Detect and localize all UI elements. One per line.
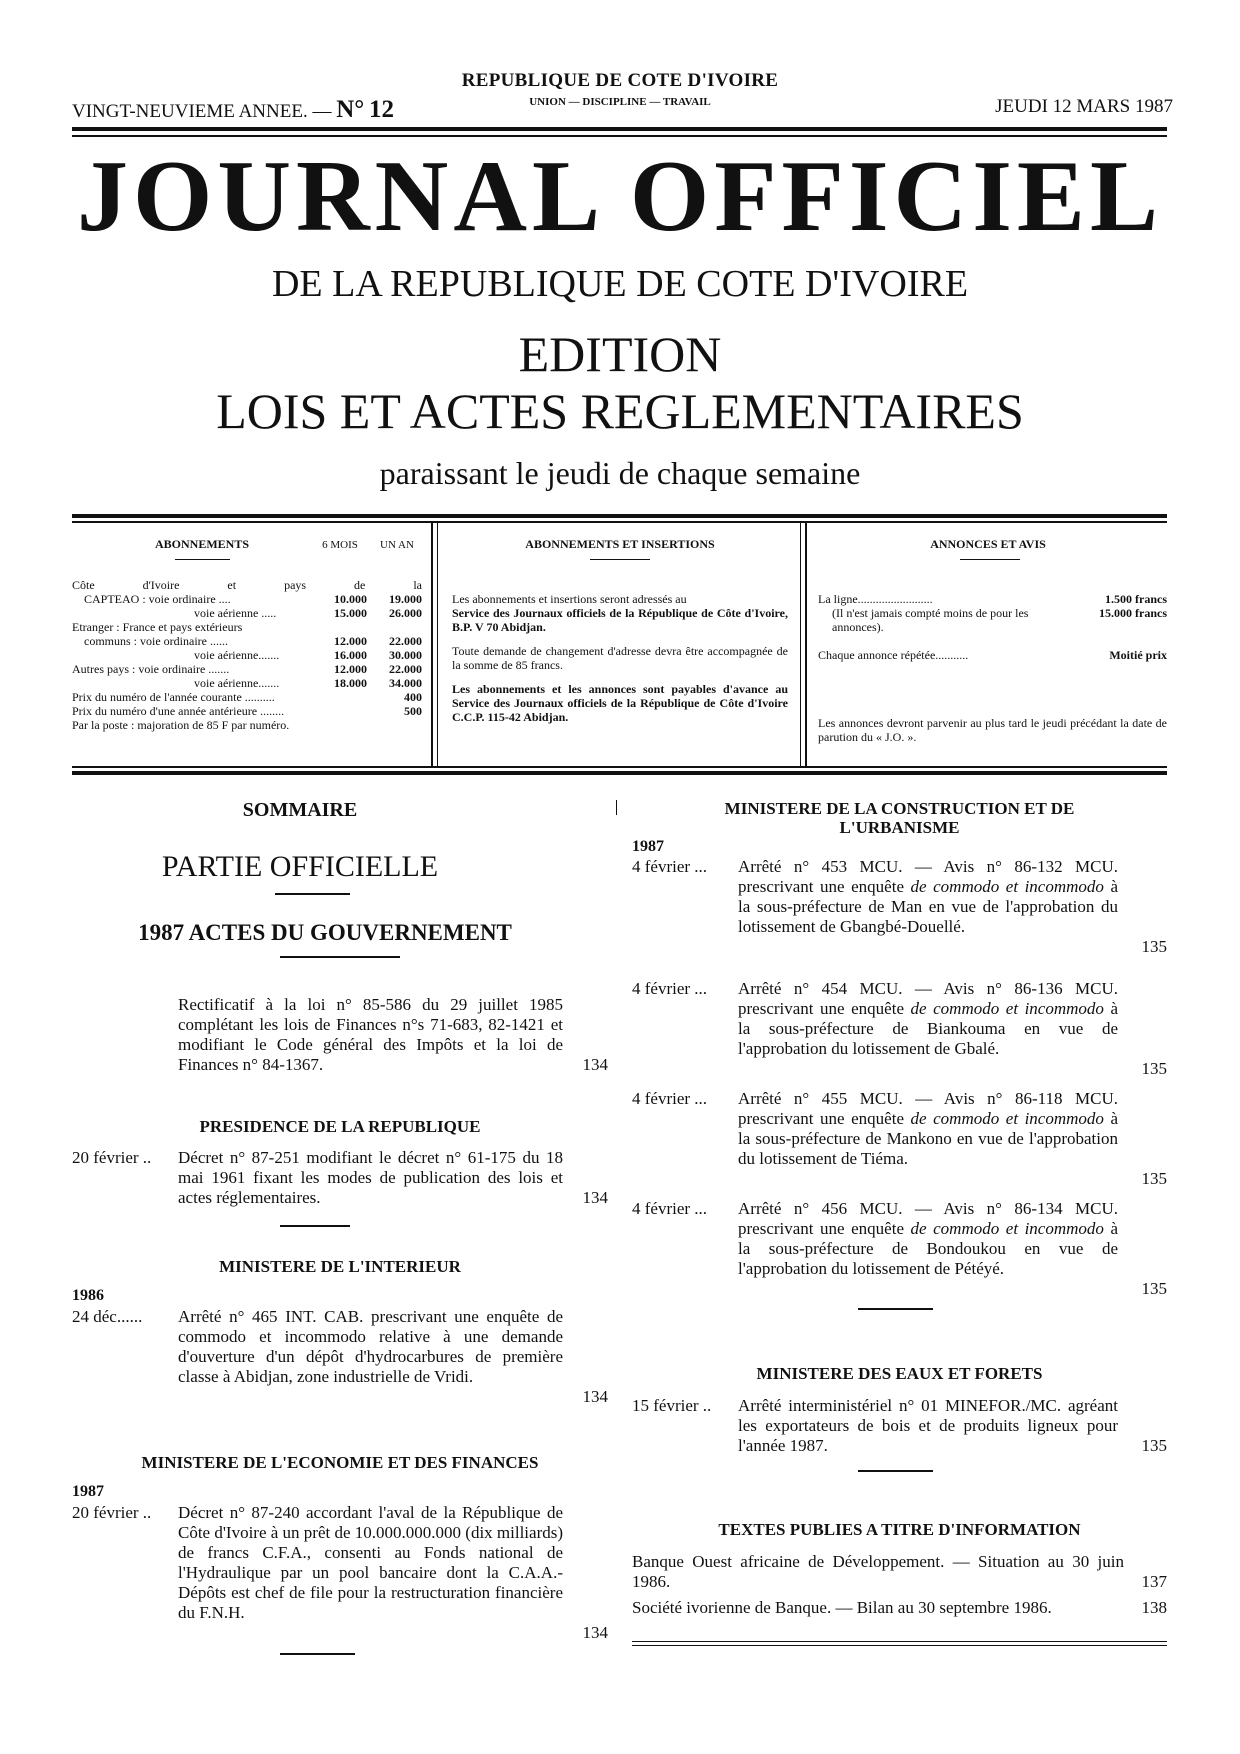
section-separator [858,1470,933,1472]
sommaire-title: SOMMAIRE [242,799,358,821]
rate-1y: 30.000 [389,648,422,662]
toc-page-number: 135 [1141,1059,1167,1078]
toc-entry-date: 15 février .. [632,1396,712,1415]
annonce-ligne-price: 1.500 francs [1105,592,1167,606]
toc-page-number: 135 [1141,1169,1167,1188]
insertions-para-1: Les abonnements et insertions seront adressés au [452,592,687,606]
box-divider-2 [800,523,801,766]
toc-entry-text [738,979,1118,1059]
toc-text-part: Arrêté n° 454 MCU. — Avis n° 86-136 MCU. prescrivant une enquête [738,979,1118,1018]
toc-entry[interactable] [72,1148,608,1212]
toc-text-part: Arrêté n° 453 MCU. — Avis n° 86-132 MCU. prescrivant une enquête [738,857,1118,896]
box-rule-top2 [72,521,1167,523]
section-textes: TEXTES PUBLIES A TITRE D'INFORMATION [718,1520,1081,1539]
toc-entry-date: 24 déc...... [72,1307,143,1326]
edition-name: LOIS ET ACTES REGLEMENTAIRES [216,383,1024,439]
issue-year-label: VINGT-NEUVIEME ANNEE. — [72,101,332,122]
rate-row-label: CAPTEAO : voie ordinaire .... [84,592,231,606]
annonces-text [818,592,1167,744]
section-economie: MINISTERE DE L'ECONOMIE ET DES FINANCES [141,1453,539,1472]
toc-entry-text: Banque Ouest africaine de Développement. — Situation au 30 juin 1986. [632,1552,1124,1591]
col3-title-rule [960,559,1020,560]
toc-text-part: Arrêté n° 456 MCU. — Avis n° 86-134 MCU. prescrivant une enquête [738,1199,1118,1238]
insertions-title: ABONNEMENTS ET INSERTIONS [525,537,715,551]
rate-row-label: Etranger : France et pays extérieurs [72,620,243,634]
box-rule-bottom [72,766,1167,768]
annonce-repeat-price: Moitié prix [1109,648,1167,662]
toc-text-part: Arrêté n° 455 MCU. — Avis n° 86-118 MCU. prescrivant une enquête [738,1089,1118,1128]
toc-page-number: 135 [1141,1436,1167,1455]
section-separator [280,1225,350,1227]
annonce-note: (Il n'est jamais compté moins de pour les annonces). [832,606,1029,634]
toc-text-part: à la sous-préfecture de Biankouma en vue de l'approbation du lotissement de Gbalé. [738,999,1118,1058]
rate-6m: 15.000 [334,606,367,620]
toc-page-number: 138 [1141,1598,1167,1617]
rate-6m: 12.000 [334,662,367,676]
actes-gouvernement: 1987 ACTES DU GOUVERNEMENT [138,920,512,945]
toc-entry[interactable] [72,1503,608,1647]
toc-entry-text [738,857,1118,937]
toc-entry-date: 4 février ... [632,979,708,998]
box-rule-top [72,514,1167,518]
section-year: 1987 [72,1483,104,1500]
annonce-note-price: 15.000 francs [1099,606,1167,620]
box-divider-1b [437,523,438,766]
toc-entry-date: 4 février ... [632,1199,708,1218]
section-construction-label: MINISTERE DE LA CONSTRUCTION ET DE L'URBANISME [724,799,1075,837]
toc-text-part: à la sous-préfecture de Bondoukou en vue de l'approbation du lotissement de Pétéyé. [738,1219,1118,1278]
toc-entry[interactable] [72,1307,608,1411]
section-year: 1986 [72,1287,104,1304]
section-separator [280,1653,355,1655]
toc-text-italic: de commodo et incommodo [910,999,1104,1018]
actes-rule [280,956,400,958]
toc-entry-text: Société ivorienne de Banque. — Bilan au 30 septembre 1986. [632,1598,1052,1617]
toc-entry[interactable] [632,1598,1167,1620]
toc-text-part: à la sous-préfecture de Mankono en vue de l'approbation du lotissement de Tiéma. [738,1109,1118,1168]
rate-row-label: Prix du numéro de l'année courante .......... [72,690,275,704]
rate-row-label: voie aérienne....... [194,676,280,690]
toc-text-italic: de commodo et incommodo [910,1219,1104,1238]
toc-entry[interactable] [632,1552,1167,1594]
rate-6m: 12.000 [334,634,367,648]
col-6-mois: 6 MOIS [322,539,358,551]
toc-entry-date: 4 février ... [632,1089,708,1108]
republic-name: REPUBLIQUE DE COTE D'IVOIRE [461,70,779,91]
col2-title-rule [590,559,650,560]
toc-entry-date: 4 février ... [632,857,708,876]
toc-page-number: 134 [582,1055,608,1074]
insertions-para-2: Toute demande de changement d'adresse devra être accompagnée de la somme de 85 francs. [452,644,788,672]
rate-row-label: voie aérienne ..... [194,606,277,620]
rate-1y: 34.000 [389,676,422,690]
box-divider-2b [805,523,807,766]
rate-1y: 26.000 [389,606,422,620]
toc-page-number: 134 [582,1188,608,1207]
toc-entry-text: Décret n° 87-251 modifiant le décret n° 61-175 du 18 mai 1961 fixant les modes de publication des lois et actes réglementaires. [178,1148,563,1207]
journal-title: JOURNAL OFFICIEL [77,140,1163,253]
column-tick [616,800,617,815]
rate-row-label: Côte d'Ivoire et pays de la [72,578,422,592]
annonce-deadline: Les annonces devront parvenir au plus tard le jeudi précédant la date de parution du « J.O. ». [818,716,1167,744]
toc-entry-text: Arrêté interministériel n° 01 MINEFOR./MC. agréant les exportateurs de bois et de produits ligneux pour l'année 1987. [738,1396,1118,1455]
annonces-title: ANNONCES ET AVIS [930,537,1046,551]
annonce-ligne: La ligne......................... [818,592,933,606]
toc-entry[interactable] [632,1199,1167,1303]
section-presidence: PRESIDENCE DE LA REPUBLIQUE [199,1117,481,1136]
abonnements-table [72,578,422,732]
toc-text-part: à la sous-préfecture de Man en vue de l'approbation du lotissement de Gbangbé-Douellé. [738,877,1118,936]
rate-6m: 18.000 [334,676,367,690]
annonce-repeat: Chaque annonce répétée........... [818,648,969,662]
toc-text-italic: de commodo et incommodo [910,877,1104,896]
section-eaux-forets: MINISTERE DES EAUX ET FORETS [756,1364,1043,1383]
toc-page-number: 135 [1141,1279,1167,1298]
section-construction [632,799,1167,837]
abonnements-title: ABONNEMENTS [154,537,249,551]
issue-number: 12 [369,96,395,123]
issue-number-prefix: N° [336,96,365,123]
toc-entry-text: Décret n° 87-240 accordant l'aval de la République de Côte d'Ivoire à un prêt de 10.000.000.000 (dix milliards) de francs C.F.A., consenti au Fonds national de l'Hydraulique par un pool bancaire dont la C.A.A.-Dépôts est chef de file pour la restructuration financière du F.N.H. [178,1503,564,1622]
col-un-an: UN AN [380,539,414,551]
rate-1y: 22.000 [389,662,422,676]
insertions-address: Service des Journaux officiels de la République de Côte d'Ivoire, B.P. V 70 Abidjan. [452,606,788,634]
rate-1y: 22.000 [389,634,422,648]
toc-entry[interactable] [632,979,1167,1083]
bottom-rule [632,1641,1167,1642]
toc-entry-text: Rectificatif à la loi n° 85-586 du 29 juillet 1985 complétant les lois de Finances n°s 71-683, 82-1421 et modifiant le Code général des Impôts et la loi de Finances n° 84-1367. [178,995,563,1074]
toc-page-number: 134 [582,1387,608,1406]
toc-entry-date: 20 février .. [72,1503,152,1522]
issue-date: JEUDI 12 MARS 1987 [995,96,1173,117]
edition-label: EDITION [518,326,722,382]
header-rule-bottom [72,135,1167,137]
rate-1y: 400 [404,690,422,704]
insertions-text [452,592,788,724]
periodicity: paraissant le jeudi de chaque semaine [379,455,861,491]
rate-row-label: Autres pays : voie ordinaire ....... [72,662,230,676]
rate-row-label: voie aérienne....... [194,648,280,662]
rate-row-label: communs : voie ordinaire ...... [84,634,228,648]
toc-entry[interactable] [632,1396,1167,1460]
rate-6m: 16.000 [334,648,367,662]
rate-1y: 19.000 [389,592,422,606]
toc-entry-text: Arrêté n° 465 INT. CAB. prescrivant une enquête de commodo et incommodo relative à une demande d'ouverture d'un dépôt d'hydrocarbures de première classe à Abidjan, zone industrielle de Vridi. [178,1307,563,1386]
national-motto: UNION — DISCIPLINE — TRAVAIL [529,96,711,108]
partie-rule [275,893,350,895]
toc-entry-text [738,1199,1118,1279]
partie-officielle: PARTIE OFFICIELLE [161,850,439,883]
toc-entry[interactable] [72,995,608,1077]
rate-6m: 10.000 [334,592,367,606]
journal-subtitle: DE LA REPUBLIQUE DE COTE D'IVOIRE [271,263,969,305]
toc-page-number: 137 [1141,1572,1167,1591]
toc-entry[interactable] [632,857,1167,961]
toc-entry[interactable] [632,1089,1167,1193]
rate-row-label: Prix du numéro d'une année antérieure ........ [72,704,285,718]
col1-title-rule [175,559,230,560]
section-year: 1987 [632,838,664,855]
bottom-rule-2 [632,1645,1167,1646]
toc-entry-text [738,1089,1118,1169]
box-rule-bottom2 [72,771,1167,775]
rate-row-label: Par la poste : majoration de 85 F par numéro. [72,718,290,732]
box-divider-1 [431,523,433,766]
toc-text-italic: de commodo et incommodo [910,1109,1104,1128]
toc-page-number: 134 [582,1623,608,1642]
toc-page-number: 135 [1141,937,1167,956]
section-separator [858,1308,933,1310]
toc-entry-date: 20 février .. [72,1148,152,1167]
insertions-para-3: Les abonnements et les annonces sont payables d'avance au Service des Journaux officiels de la République de Côte d'Ivoire C.C.P. 115-42 Abidjan. [452,682,788,724]
section-interieur: MINISTERE DE L'INTERIEUR [219,1257,461,1276]
rate-1y: 500 [404,704,422,718]
header-rule-top [72,127,1167,131]
